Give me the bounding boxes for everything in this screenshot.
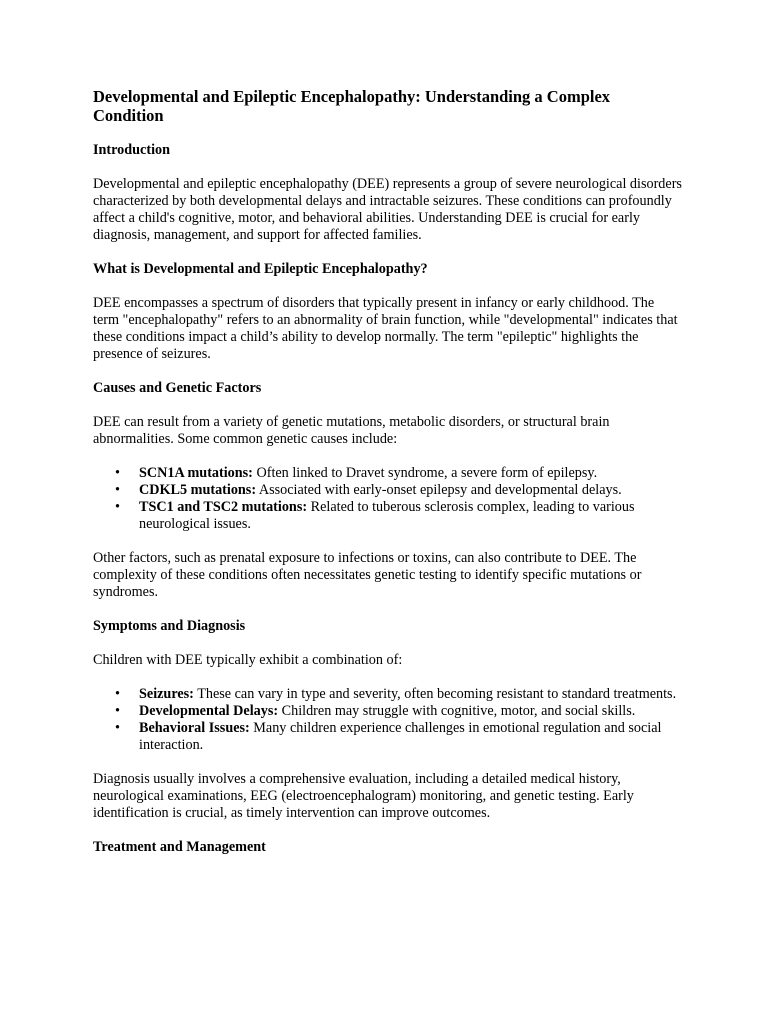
paragraph-symptoms-intro: Children with DEE typically exhibit a combination of:: [93, 652, 403, 668]
spacer: [93, 363, 683, 380]
list-item-term: TSC1 and TSC2 mutations:: [139, 499, 308, 515]
list-item-text: Many children experience challenges in emotional regulation and social interaction.: [139, 720, 662, 753]
list-genetic-causes: [93, 465, 683, 533]
paragraph-causes-intro: DEE can result from a variety of genetic mutations, metabolic disorders, or structural brain abnormalities. Some common genetic causes include:: [93, 414, 610, 447]
list-item-text: Associated with early-onset epilepsy and developmental delays.: [256, 482, 622, 498]
list-item-text: Children may struggle with cognitive, motor, and social skills.: [278, 703, 636, 719]
list-item-text: Related to tuberous sclerosis complex, leading to various neurological issues.: [139, 499, 635, 532]
paragraph-what-is-dee: DEE encompasses a spectrum of disorders that typically present in infancy or early childhood. The term "encephalopathy" refers to an abnormality of brain function, while "developmental" indicates that these conditions impact a child’s ability to develop normally. The term "epileptic" highlights the presence of seizures.: [93, 295, 678, 362]
spacer: [93, 278, 683, 295]
heading-what-is-dee: What is Developmental and Epileptic Encephalopathy?: [93, 261, 428, 277]
spacer: [93, 244, 683, 261]
list-item-term: Developmental Delays:: [139, 703, 279, 719]
list-item-text: These can vary in type and severity, often becoming resistant to standard treatments.: [193, 686, 677, 702]
list-item: [93, 482, 683, 499]
spacer: [93, 533, 683, 550]
heading-symptoms: Symptoms and Diagnosis: [93, 618, 246, 634]
list-item-term: Behavioral Issues:: [139, 720, 250, 736]
list-symptoms: [93, 686, 683, 754]
bullet-icon: •: [115, 720, 120, 736]
paragraph-causes-outro: Other factors, such as prenatal exposure to infections or toxins, can also contribute to DEE. The complexity of these conditions often necessitates genetic testing to identify specific mutations or syndromes.: [93, 550, 642, 600]
list-item-term: Seizures:: [139, 686, 194, 702]
bullet-icon: •: [115, 465, 120, 481]
paragraph-introduction: Developmental and epileptic encephalopathy (DEE) represents a group of severe neurological disorders characterized by both developmental delays and intractable seizures. These conditions can profoundly affect a child's cognitive, motor, and behavioral abilities. Understanding DEE is crucial for early diagnosis, management, and support for affected families.: [93, 176, 682, 243]
heading-causes: Causes and Genetic Factors: [93, 380, 262, 396]
document-page: [93, 87, 683, 856]
spacer: [93, 397, 683, 414]
spacer: [93, 822, 683, 839]
list-item: [93, 465, 683, 482]
list-item: [93, 720, 683, 754]
list-item: [93, 703, 683, 720]
paragraph-symptoms-outro: Diagnosis usually involves a comprehensive evaluation, including a detailed medical history, neurological examinations, EEG (electroencephalogram) monitoring, and genetic testing. Early identification is crucial, as timely intervention can improve outcomes.: [93, 771, 634, 821]
list-item-term: CDKL5 mutations:: [139, 482, 257, 498]
spacer: [93, 754, 683, 771]
bullet-icon: •: [115, 499, 120, 515]
spacer: [93, 635, 683, 652]
bullet-icon: •: [115, 703, 120, 719]
spacer: [93, 159, 683, 176]
list-item: [93, 686, 683, 703]
spacer: [93, 669, 683, 686]
spacer: [93, 125, 683, 142]
spacer: [93, 448, 683, 465]
list-item: [93, 499, 683, 533]
bullet-icon: •: [115, 482, 120, 498]
spacer: [93, 601, 683, 618]
heading-introduction: Introduction: [93, 142, 170, 158]
heading-treatment: Treatment and Management: [93, 839, 266, 855]
list-item-text: Often linked to Dravet syndrome, a severe form of epilepsy.: [252, 465, 598, 481]
list-item-term: SCN1A mutations:: [139, 465, 253, 481]
document-title: Developmental and Epileptic Encephalopathy: Understanding a Complex Condition: [93, 87, 611, 125]
bullet-icon: •: [115, 686, 120, 702]
